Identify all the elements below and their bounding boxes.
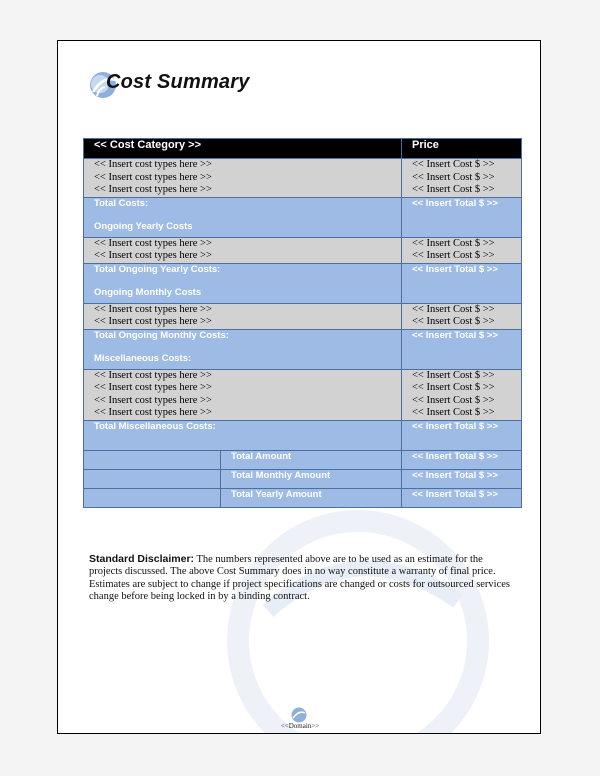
section-total-row [84,329,522,369]
page-title: Cost Summary [106,71,250,93]
cost-item: << Insert cost types here >> [94,369,212,381]
section-total-label [84,329,402,369]
cost-items-cell [84,303,402,329]
summary-value: << Insert Total $ >> [402,469,522,488]
cost-item: << Insert cost types here >> [94,171,212,183]
section-total-label [84,263,402,303]
section-total-value: << Insert Total $ >> [402,329,522,369]
cost-item: << Insert cost types here >> [94,237,212,249]
document-page [57,40,541,734]
cost-item: << Insert cost types here >> [94,303,212,315]
footer-domain: <<Domain>> [280,722,320,730]
header-price: Price [402,139,522,159]
cost-item: << Insert cost types here >> [94,159,212,170]
summary-blank-cell [84,488,221,507]
cost-summary-table [83,138,522,508]
section-total-row [84,420,522,450]
cost-price: << Insert Cost $ >> [412,316,495,327]
cost-item: << Insert cost types here >> [94,394,212,406]
section-total-row [84,263,522,303]
globe-watermark-icon [208,491,508,734]
section-total-label [84,197,402,237]
disclaimer-body: The numbers represented above are to be used as an estimate for the projects discussed. The above Cost Summary does in no way constitute a warranty of final price. Estimates are subject to change if project specifications are changed or costs for outsourced services change before being locked in by a binding contract. [89,554,511,602]
cost-price: << Insert Cost $ >> [412,382,495,393]
standard-disclaimer [89,553,514,603]
cost-price: << Insert Cost $ >> [412,250,495,261]
summary-label: Total Monthly Amount [221,469,402,488]
total-label: Total Ongoing Yearly Costs: [94,263,221,275]
cost-items-row [84,237,522,263]
section-total-value: << Insert Total $ >> [402,197,522,237]
cost-prices-cell [402,159,522,198]
cost-prices-cell [402,369,522,420]
cost-item: << Insert cost types here >> [94,250,212,261]
summary-label: Total Yearly Amount [221,488,402,507]
summary-label: Total Amount [221,450,402,469]
next-section-label: Ongoing Yearly Costs [94,220,193,232]
cost-price: << Insert Cost $ >> [412,159,495,170]
section-total-value: << Insert Total $ >> [402,263,522,303]
cost-item: << Insert cost types here >> [94,407,212,418]
cost-items-cell [84,159,402,198]
globe-swirl-icon [291,707,307,723]
section-total-value: << Insert Total $ >> [402,420,522,450]
disclaimer-heading: Standard Disclaimer: [89,553,195,565]
summary-row [84,469,522,488]
summary-blank-cell [84,469,221,488]
header-category: << Cost Category >> [84,139,402,159]
summary-value: << Insert Total $ >> [402,488,522,507]
summary-value: << Insert Total $ >> [402,450,522,469]
cost-prices-cell [402,303,522,329]
summary-row [84,488,522,507]
section-total-row [84,197,522,237]
summary-row [84,450,522,469]
cost-price: << Insert Cost $ >> [412,303,495,315]
cost-price: << Insert Cost $ >> [412,394,495,406]
next-section-label: Miscellaneous Costs: [94,352,192,364]
total-label: Total Ongoing Monthly Costs: [94,329,229,341]
cost-items-row [84,369,522,420]
section-total-label [84,420,402,450]
next-section-label: Ongoing Monthly Costs [94,286,202,298]
cost-price: << Insert Cost $ >> [412,171,495,183]
cost-price: << Insert Cost $ >> [412,407,495,418]
total-label: Total Costs: [94,197,149,209]
summary-blank-cell [84,450,221,469]
cost-items-row [84,159,522,198]
cost-items-cell [84,369,402,420]
cost-item: << Insert cost types here >> [94,316,212,327]
cost-price: << Insert Cost $ >> [412,184,495,195]
cost-price: << Insert Cost $ >> [412,237,495,249]
cost-item: << Insert cost types here >> [94,184,212,195]
cost-item: << Insert cost types here >> [94,382,212,393]
cost-prices-cell [402,237,522,263]
cost-price: << Insert Cost $ >> [412,369,495,381]
cost-items-row [84,303,522,329]
total-label: Total Miscellaneous Costs: [94,420,216,432]
table-header-row [84,139,522,159]
cost-items-cell [84,237,402,263]
